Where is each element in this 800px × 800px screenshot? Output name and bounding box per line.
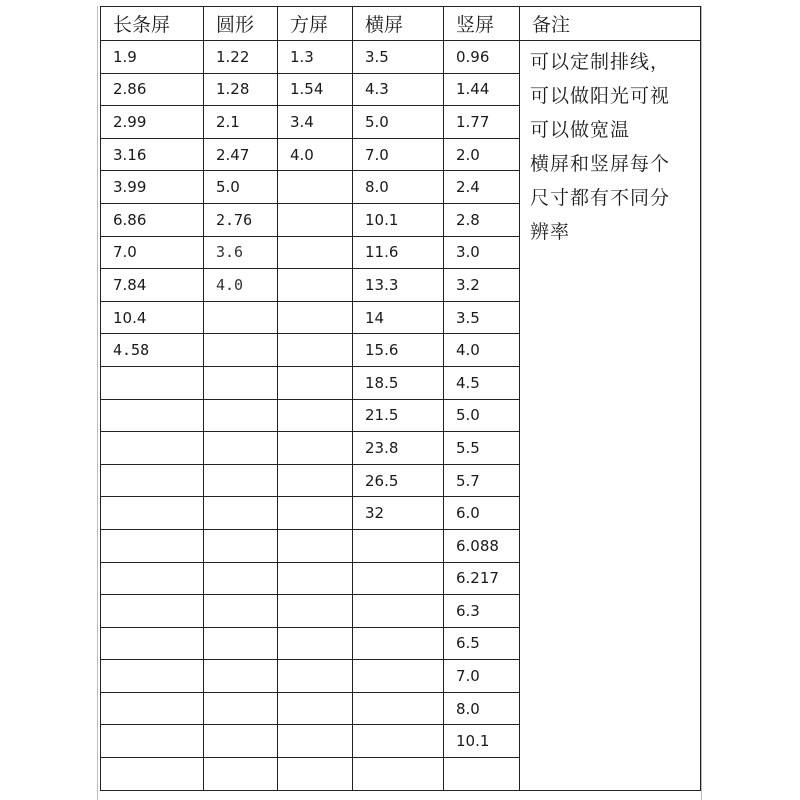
cell-landscape: 8.0 — [353, 171, 444, 204]
notes-line: 可以做阳光可视 — [530, 85, 671, 107]
cell-landscape: 18.5 — [353, 366, 444, 399]
cell-round — [204, 692, 278, 725]
cell-square — [278, 692, 353, 725]
cell-portrait: 6.0 — [444, 497, 520, 530]
cell-landscape — [353, 725, 444, 758]
cell-round — [204, 529, 278, 562]
notes-line: 可以定制排线， — [530, 51, 671, 73]
cell-round — [204, 562, 278, 595]
cell-landscape: 23.8 — [353, 432, 444, 465]
cell-landscape — [353, 562, 444, 595]
cell-bar-screen — [101, 758, 204, 791]
cell-bar-screen: 7.84 — [101, 269, 204, 302]
cell-landscape — [353, 529, 444, 562]
cell-square — [278, 562, 353, 595]
cell-square — [278, 660, 353, 693]
cell-square: 1.54 — [278, 73, 353, 106]
cell-landscape: 3.5 — [353, 41, 444, 74]
cell-bar-screen — [101, 660, 204, 693]
cell-round: 2.1 — [204, 106, 278, 139]
cell-portrait: 8.0 — [444, 692, 520, 725]
cell-landscape — [353, 595, 444, 628]
cell-landscape: 26.5 — [353, 464, 444, 497]
cell-bar-screen — [101, 725, 204, 758]
cell-round: 2.76 — [204, 203, 278, 236]
cell-portrait — [444, 758, 520, 791]
cell-landscape: 15.6 — [353, 334, 444, 367]
cell-bar-screen — [101, 595, 204, 628]
notes-line: 横屏和竖屏每个 — [530, 153, 671, 175]
cell-bar-screen: 3.16 — [101, 138, 204, 171]
cell-portrait: 6.3 — [444, 595, 520, 628]
cell-bar-screen: 7.0 — [101, 236, 204, 269]
cell-bar-screen — [101, 497, 204, 530]
notes-line: 尺寸都有不同分 — [530, 187, 671, 209]
cell-portrait: 2.4 — [444, 171, 520, 204]
cell-square — [278, 627, 353, 660]
cell-portrait: 5.5 — [444, 432, 520, 465]
cell-square — [278, 464, 353, 497]
table-body — [101, 41, 701, 791]
cell-square — [278, 758, 353, 791]
cell-portrait: 3.5 — [444, 301, 520, 334]
cell-bar-screen: 1.9 — [101, 41, 204, 74]
cell-bar-screen — [101, 562, 204, 595]
top-edge — [96, 0, 706, 6]
cell-landscape: 5.0 — [353, 106, 444, 139]
notes-cell — [520, 41, 701, 791]
cell-landscape — [353, 660, 444, 693]
cell-round — [204, 366, 278, 399]
cell-square: 4.0 — [278, 138, 353, 171]
cell-portrait: 0.96 — [444, 41, 520, 74]
column-header-notes: 备注 — [520, 7, 701, 41]
cell-portrait: 4.0 — [444, 334, 520, 367]
cell-landscape: 14 — [353, 301, 444, 334]
page-margin-left — [97, 0, 98, 800]
column-header-round: 圆形 — [204, 7, 278, 41]
cell-bar-screen: 4.58 — [101, 334, 204, 367]
cell-bar-screen — [101, 692, 204, 725]
cell-landscape — [353, 627, 444, 660]
cell-square — [278, 203, 353, 236]
cell-square — [278, 366, 353, 399]
cell-square — [278, 269, 353, 302]
cell-round — [204, 758, 278, 791]
cell-square — [278, 171, 353, 204]
cell-landscape: 11.6 — [353, 236, 444, 269]
cell-portrait: 6.088 — [444, 529, 520, 562]
notes-line: 可以做宽温 — [530, 119, 631, 141]
cell-bar-screen — [101, 529, 204, 562]
cell-square — [278, 399, 353, 432]
cell-portrait: 2.8 — [444, 203, 520, 236]
cell-square — [278, 595, 353, 628]
cell-portrait: 10.1 — [444, 725, 520, 758]
cell-landscape: 4.3 — [353, 73, 444, 106]
cell-round — [204, 725, 278, 758]
cell-portrait: 7.0 — [444, 660, 520, 693]
cell-portrait: 1.44 — [444, 73, 520, 106]
cell-bar-screen — [101, 432, 204, 465]
cell-square — [278, 432, 353, 465]
screen-size-table — [100, 6, 701, 791]
cell-landscape: 13.3 — [353, 269, 444, 302]
cell-bar-screen: 3.99 — [101, 171, 204, 204]
cell-bar-screen — [101, 366, 204, 399]
cell-landscape: 7.0 — [353, 138, 444, 171]
cell-round: 5.0 — [204, 171, 278, 204]
cell-bar-screen — [101, 627, 204, 660]
header-row — [101, 7, 701, 41]
cell-landscape: 10.1 — [353, 203, 444, 236]
cell-portrait: 3.0 — [444, 236, 520, 269]
table-row — [101, 41, 701, 74]
cell-landscape — [353, 692, 444, 725]
cell-round — [204, 497, 278, 530]
cell-round — [204, 301, 278, 334]
cell-round: 4.0 — [204, 269, 278, 302]
cell-bar-screen: 2.99 — [101, 106, 204, 139]
column-header-portrait: 竖屏 — [444, 7, 520, 41]
cell-landscape: 21.5 — [353, 399, 444, 432]
cell-square — [278, 497, 353, 530]
cell-round: 1.28 — [204, 73, 278, 106]
cell-bar-screen: 6.86 — [101, 203, 204, 236]
cell-bar-screen: 10.4 — [101, 301, 204, 334]
cell-portrait: 4.5 — [444, 366, 520, 399]
cell-round: 3.6 — [204, 236, 278, 269]
column-header-bar-screen: 长条屏 — [101, 7, 204, 41]
cell-square: 3.4 — [278, 106, 353, 139]
cell-round — [204, 399, 278, 432]
cell-square — [278, 334, 353, 367]
cell-portrait: 2.0 — [444, 138, 520, 171]
column-header-square: 方屏 — [278, 7, 353, 41]
cell-bar-screen: 2.86 — [101, 73, 204, 106]
cell-landscape — [353, 758, 444, 791]
cell-round — [204, 595, 278, 628]
cell-round: 1.22 — [204, 41, 278, 74]
cell-portrait: 5.7 — [444, 464, 520, 497]
cell-square — [278, 725, 353, 758]
cell-portrait: 6.217 — [444, 562, 520, 595]
cell-round: 2.47 — [204, 138, 278, 171]
cell-round — [204, 464, 278, 497]
cell-round — [204, 334, 278, 367]
cell-portrait: 3.2 — [444, 269, 520, 302]
page-margin-right — [701, 0, 702, 800]
cell-square — [278, 236, 353, 269]
cell-portrait: 6.5 — [444, 627, 520, 660]
cell-round — [204, 660, 278, 693]
cell-round — [204, 432, 278, 465]
cell-bar-screen — [101, 464, 204, 497]
cell-bar-screen — [101, 399, 204, 432]
notes-line: 辨率 — [530, 221, 571, 243]
column-header-landscape: 横屏 — [353, 7, 444, 41]
cell-portrait: 1.77 — [444, 106, 520, 139]
cell-square: 1.3 — [278, 41, 353, 74]
cell-square — [278, 529, 353, 562]
cell-square — [278, 301, 353, 334]
cell-portrait: 5.0 — [444, 399, 520, 432]
cell-landscape: 32 — [353, 497, 444, 530]
cell-round — [204, 627, 278, 660]
